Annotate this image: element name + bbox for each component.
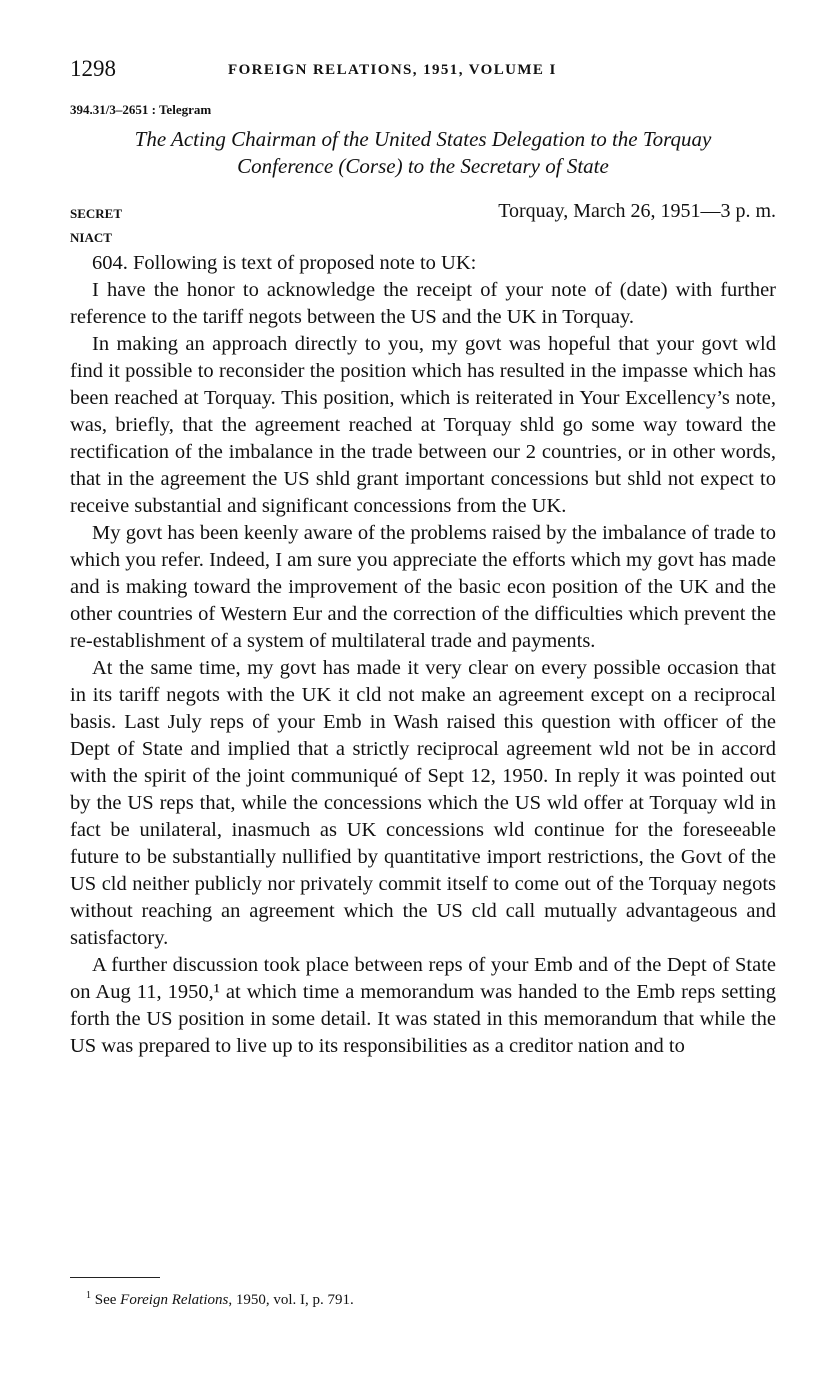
paragraph: At the same time, my govt has made it very clear on every possible occasion that in its tariff negots with the UK it cld not make an agreement except on a reciprocal basis. Last July reps of your Emb in Wash raised this question with officer of the Dept of State and implied that a strictly reciprocal agreement wld not be in accord with the spirit of the joint communiqué of Sept 12, 1950. In reply it was pointed out by the US reps that, while the concessions which the US wld offer at Torquay wld in fact be unilateral, inasmuch as UK concessions wld continue for the foreseeable future to be substantially nullified by quantitative import restrictions, the Govt of the US cld neither publicly nor privately commit itself to come out of the Torquay negots without reaching an agreement which the US cld call mutually advantageous and satisfactory. — [70, 657, 776, 949]
document-title — [70, 126, 776, 180]
page-number: 1298 — [70, 56, 116, 81]
classification-label: SECRET — [70, 206, 123, 221]
footnote-title: Foreign Relations — [120, 1292, 229, 1308]
document-title-line-1: The Acting Chairman of the United States Delegation to the Torquay — [134, 127, 712, 151]
paragraph: A further discussion took place between reps of your Emb and of the Dept of State on Aug 11, 1950,¹ at which time a memorandum was handed to the Emb reps setting forth the US position in some detail. It was stated in this memorandum that while the US was prepared to live up to its responsibilities as a creditor nation and to — [70, 954, 776, 1057]
running-title: FOREIGN RELATIONS, 1951, VOLUME I — [228, 62, 557, 78]
footnote-marker: 1 — [86, 1290, 91, 1301]
page-header — [70, 52, 776, 92]
paragraph: I have the honor to acknowledge the receipt of your note of (date) with further reference to the tariff negots between the US and the UK in Torquay. — [70, 279, 776, 328]
meta-row — [70, 200, 776, 230]
footnote-citation: , 1950, vol. I, p. 791. — [228, 1292, 354, 1308]
paragraph: My govt has been keenly aware of the problems raised by the imbalance of trade to which you refer. Indeed, I am sure you appreciate the efforts which my govt has made and is making toward the improvement of the basic econ position of the UK and the other countries of Western Eur and the correction of the difficulties which prevent the re-establishment of a system of multilateral trade and payments. — [70, 522, 776, 652]
paragraph: In making an approach directly to you, my govt was hopeful that your govt wld find it possible to reconsider the position which has resulted in the impasse which has been reached at Torquay. This position, which is reiterated in Your Excellency’s note, was, briefly, that the agreement reached at Torquay shld go some way toward the rectification of the imbalance in the trade between our 2 countries, or in other words, that in the agreement the US shld grant important concessions but shld not expect to receive substantial and significant concessions from the UK. — [70, 333, 776, 517]
footnote — [86, 1290, 354, 1309]
telegram-body — [70, 250, 776, 1060]
footnote-divider — [70, 1277, 160, 1278]
document-id: 394.31/3–2651 : Telegram — [70, 102, 212, 117]
footnote-prefix: See — [94, 1292, 121, 1308]
paragraph: 604. Following is text of proposed note to UK: — [92, 252, 477, 274]
dateline: Torquay, March 26, 1951—3 p. m. — [498, 200, 776, 222]
document-title-line-2: Conference (Corse) to the Secretary of State — [237, 154, 609, 178]
page — [70, 52, 776, 1060]
precedence-label: NIACT — [70, 230, 112, 245]
